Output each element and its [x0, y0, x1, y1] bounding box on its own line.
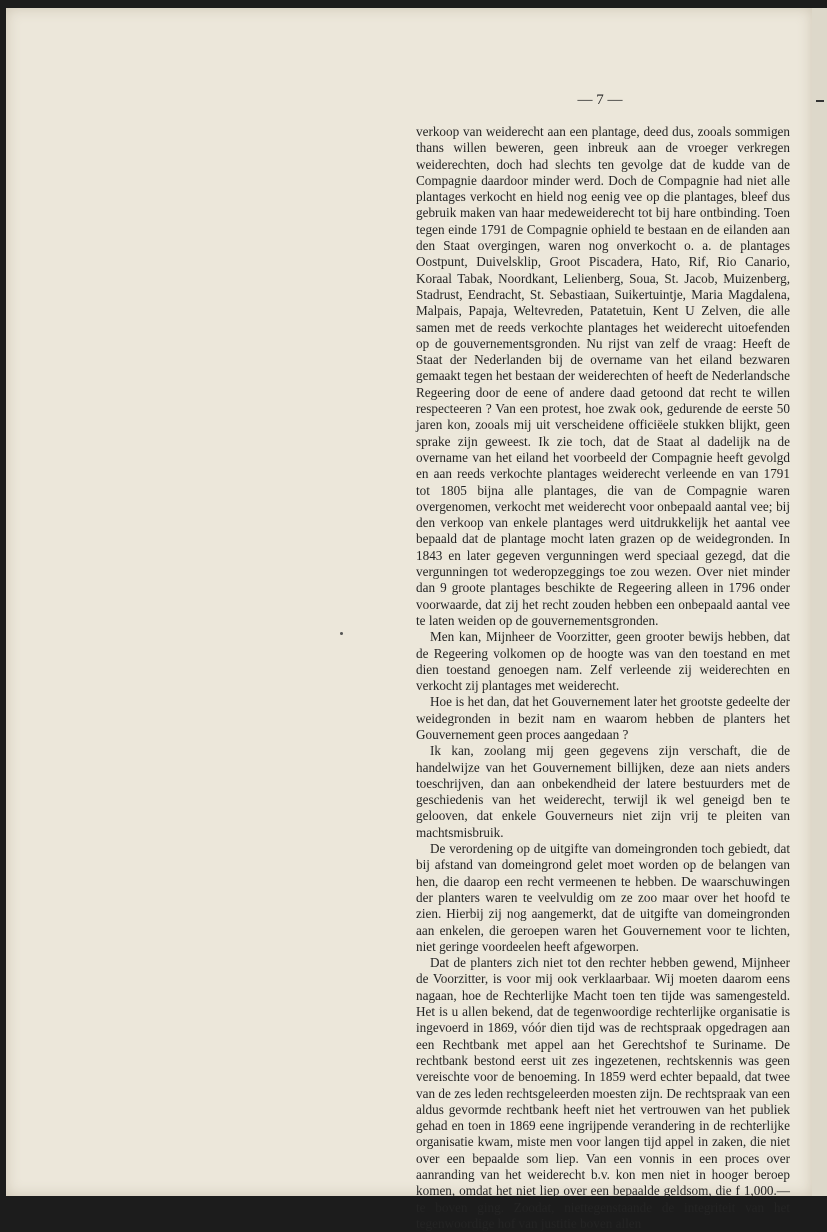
- paragraph: Hoe is het dan, dat het Gouvernement later het grootste gedeelte der weidegronden in bezit nam en waarom hebben de planters het Gouvernement geen proces aangedaan ?: [416, 694, 790, 742]
- paragraph: De verordening op de uitgifte van domeingronden toch gebiedt, dat bij afstand van domeingrond gelet moet worden op de belangen van hen, die daarop een recht vermeenen te hebben. De waarschuwingen der planters waren te veelvuldig om ze zoo maar over het hoofd te zien. Hierbij zij nog aangemerkt, dat de uitgifte van domeingronden aan enkelen, die geroepen waren het Gouvernement voor te lichten, niet geringe voordeelen heeft afgeworpen.: [416, 841, 790, 954]
- paragraph: verkoop van weiderecht aan een plantage, deed dus, zooals sommigen thans willen beweren, geen inbreuk aan de vroeger verkregen weiderechten, doch had slechts ten gevolge dat de kudde van de Compagnie daardoor minder werd. Doch de Compagnie had niet alle plantages verkocht en hield nog eenig vee op die plantages, bleef dus gebruik maken van haar medeweiderecht tot bij hare ontbinding. Toen tegen einde 1791 de Compagnie ophield te bestaan en de eilanden aan den Staat overgingen, waren nog onverkocht o. a. de plantages Oostpunt, Duivelsklip, Groot Piscadera, Hato, Rif, Rio Canario, Koraal Tabak, Noordkant, Lelienberg, Soua, St. Jacob, Muizenberg, Stadrust, Eendracht, St. Sebastiaan, Suikertuintje, Maria Magdalena, Malpais, Papaja, Weltevreden, Patatetuin, Kent U Zelven, die alle samen met de reeds verkochte plantages het weiderecht uitoefenden op de gouvernementsgronden. Nu rijst van zelf de vraag: Heeft de Staat der Nederlanden bij de overname van het eiland bezwaren gemaakt tegen het bestaan der weiderechten of heeft de Nederlandsche Regeering door de eene of andere daad getoond dat recht te willen respecteeren ? Van een protest, hoe zwak ook, gedurende de eerste 50 jaren kon, zooals mij uit verscheidene officiëele stukken blijkt, geen sprake zijn geweest. Ik zie toch, dat de Staat al dadelijk na de overname van het eiland het voorbeeld der Compagnie heeft gevolgd en aan reeds verkochte plantages weiderecht verleende en van 1791 tot 1805 bijna alle plantages, die van de Compagnie waren overgenomen, verkocht met weiderecht voor onbepaald aantal vee; bij den verkoop van enkele plantages werd uitdrukkelijk het aantal vee bepaald dat de plantage mocht laten grazen op de weidegronden. In 1843 en later gegeven vergunningen werd speciaal gezegd, dat die vergunningen tot wederopzeggings toe zou wezen. Over niet minder dan 9 groote plantages beschikte de Regeering alleen in 1796 onder voorwaarde, dat zij het recht zouden hebben een onbepaald aantal vee te laten weiden op de gouvernementsgronden.: [416, 124, 790, 628]
- paper-speck: [340, 632, 343, 635]
- page-number: — 7 —: [577, 92, 623, 108]
- paragraph: Dat de planters zich niet tot den rechter hebben gewend, Mijnheer de Voorzitter, is voor mij ook verklaarbaar. Wij moeten daarom eens nagaan, hoe de Rechterlijke Macht toen ten tijde was samengesteld. Het is u allen bekend, dat de tegenwoordige rechterlijke organisatie is ingevoerd in 1869, vóór dien tijd was de rechtspraak opgedragen aan een Rechtbank met appel aan het Gerechtshof te Suriname. De rechtbank bestond eerst uit zes ingezetenen, rechtskennis was geen vereischte voor de benoeming. In 1859 werd echter bepaald, dat twee van de zes leden rechtsgeleerden moesten zijn. De rechtspraak van een aldus gevormde rechtbank heeft niet het vertrouwen van het publiek gehad en toen in 1869 eene ingrijpende verandering in de rechterlijke organisatie kwam, miste men voor langen tijd appel in zaken, die niet over een bepaalde som liep. Van een vonnis in een proces over aanranding van het weiderecht b.v. kon men niet in hooger beroep komen, omdat het niet liep over een bepaalde geldsom, die f 1,000.— te boven ging. Zoodat, niettegenstaande de integriteit van het tegenwoordige hof van justitie boven allen: [416, 955, 790, 1231]
- paragraph: Men kan, Mijnheer de Voorzitter, geen grooter bewijs hebben, dat de Regeering volkomen op de hoogte was van den toestand en met dien toestand genoegen nam. Zelf verleende zij weiderechten en verkocht zij plantages met weiderecht.: [416, 629, 790, 694]
- page-edge: [812, 8, 827, 1196]
- edge-mark: [816, 100, 824, 102]
- body-text: [416, 124, 790, 1232]
- paragraph: Ik kan, zoolang mij geen gegevens zijn verschaft, die de handelwijze van het Gouvernement billijken, deze aan niets anders toeschrijven, dan aan onbekendheid der latere bestuurders met de geschiedenis van het weiderecht, terwijl ik wel geneigd ben te gelooven, dat enkele Gouverneurs niet zijn vrij te pleiten van machtsmisbruik.: [416, 743, 790, 840]
